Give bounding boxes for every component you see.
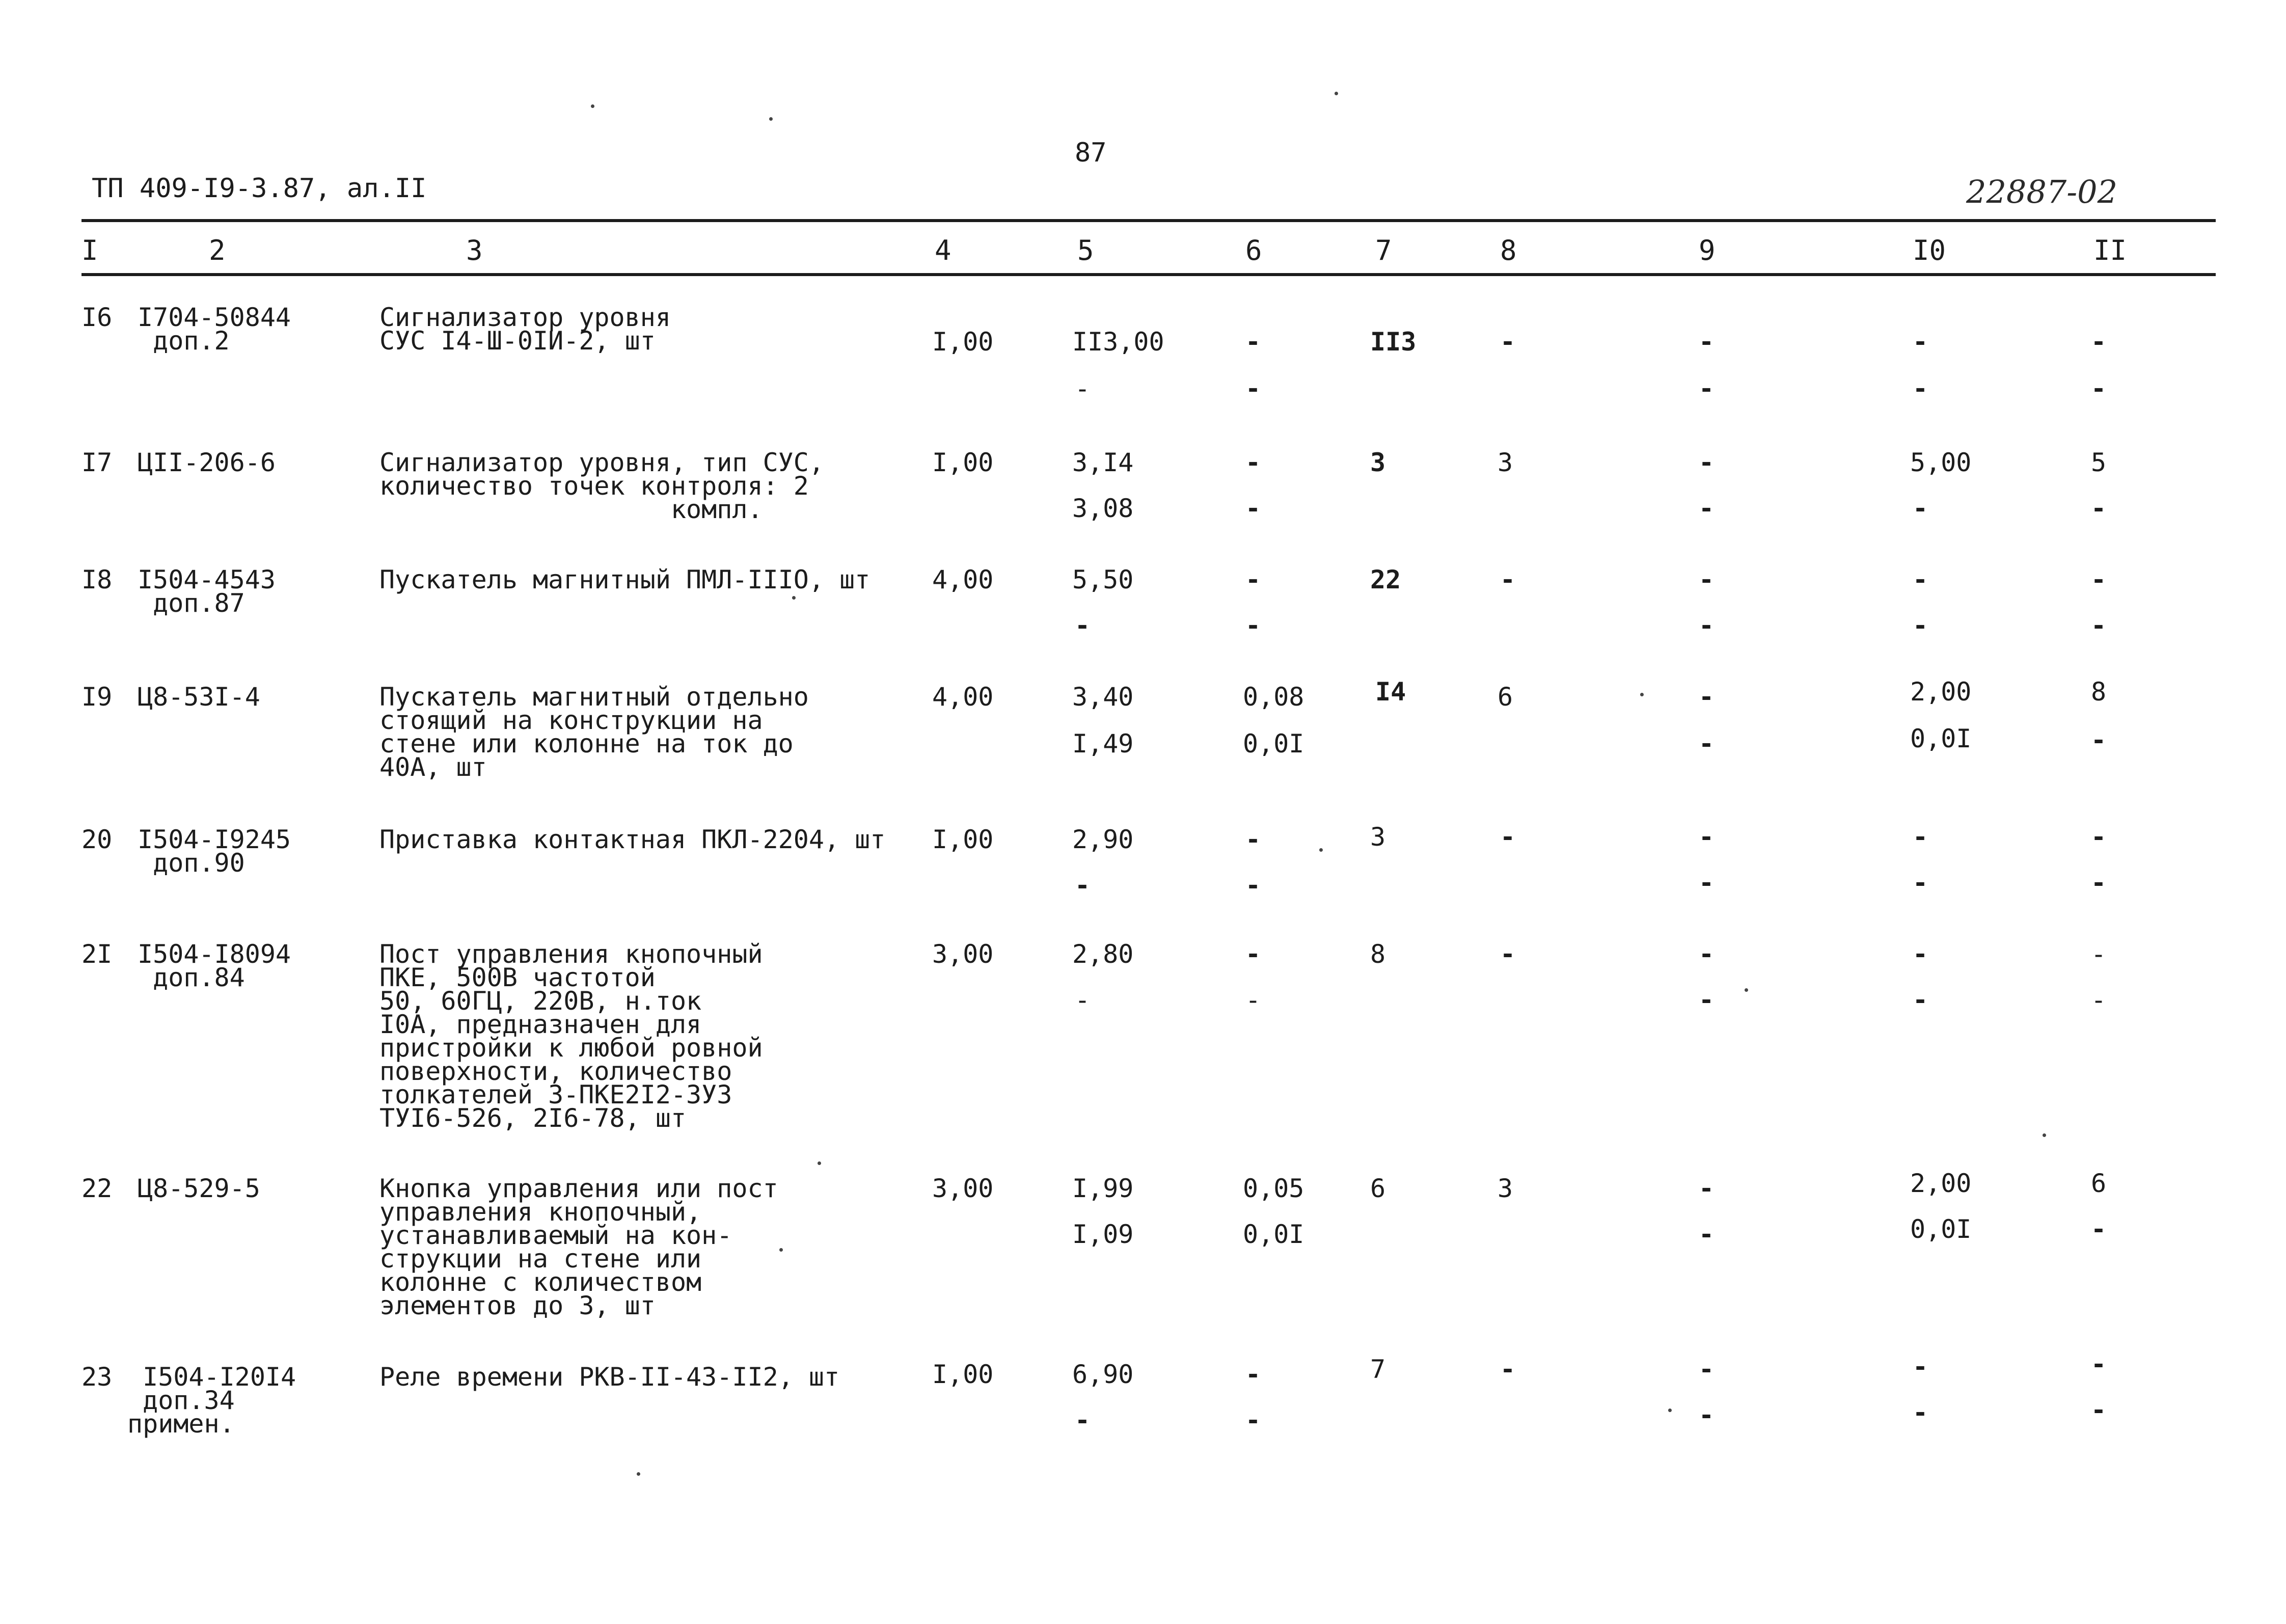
cell-col8: - [1500, 565, 1516, 594]
cell-col9-b: - [1699, 985, 1715, 1015]
row-number: I8 [81, 565, 113, 594]
row-description: Пускатель магнитный отдельно стоящий на конструкции на стене или колонне на ток до 40А, шт [379, 682, 809, 782]
scan-speck [1668, 1409, 1672, 1412]
cell-col5-a: 2,90 [1072, 825, 1134, 854]
column-header: 7 [1375, 234, 1392, 266]
cell-col10-a: 5,00 [1910, 448, 1972, 477]
cell-col6-b: - [1245, 611, 1261, 640]
row-description: Приставка контактная ПКЛ-2204, шт [379, 825, 886, 854]
cell-col7: 6 [1370, 1174, 1386, 1203]
row-code: I504-I9245 доп.90 [138, 825, 291, 878]
scan-speck [818, 1161, 821, 1165]
handwritten-number: 22887-02 [1966, 173, 2118, 210]
cell-col5-a: 2,80 [1072, 939, 1134, 969]
scan-speck [779, 1248, 783, 1252]
cell-col10-a: - [1913, 1352, 1928, 1382]
column-header: I0 [1913, 234, 1946, 266]
page-number: 87 [1075, 138, 1107, 168]
cell-col5-a: I,99 [1072, 1174, 1134, 1203]
cell-col11-b: - [2091, 725, 2107, 755]
row-description: Сигнализатор уровня СУС I4-Ш-0IИ-2, шт [379, 303, 671, 356]
cell-col9-b: - [1699, 1400, 1715, 1430]
cell-col7: 7 [1370, 1355, 1386, 1384]
cell-col4: 3,00 [932, 1174, 994, 1203]
column-header: 8 [1500, 234, 1517, 266]
cell-col6-b: - [1245, 494, 1261, 523]
cell-col6-b: 0,0I [1243, 1220, 1304, 1249]
cell-col10-b: - [1913, 985, 1928, 1015]
row-number: I7 [81, 448, 113, 477]
cell-col10-b: - [1913, 494, 1928, 523]
cell-col10-a: - [1913, 327, 1928, 357]
cell-col11-b: - [2091, 374, 2107, 403]
scan-speck [1319, 848, 1323, 852]
cell-col10-b: 0,0I [1910, 1214, 1972, 1244]
cell-col6-b: - [1245, 985, 1261, 1015]
row-description: Сигнализатор уровня, тип СУС, количество точек контроля: 2 компл. [379, 448, 824, 524]
cell-col9-b: - [1699, 868, 1715, 898]
cell-col4: I,00 [932, 327, 994, 357]
cell-col9-b: - [1699, 729, 1715, 759]
cell-col11-b: - [2091, 1214, 2107, 1244]
cell-col8: 6 [1498, 682, 1513, 712]
cell-col5-b: I,09 [1072, 1220, 1134, 1249]
row-description: Пускатель магнитный ПМЛ-IIIО, шт [379, 565, 870, 594]
cell-col4: 4,00 [932, 565, 994, 594]
cell-col11-a: - [2091, 327, 2107, 357]
cell-col4: 4,00 [932, 682, 994, 712]
scan-speck [769, 117, 773, 121]
scan-speck [2043, 1133, 2046, 1137]
row-code: I504-I20I4 доп.34 примен. [127, 1362, 296, 1439]
cell-col6-a: 0,08 [1243, 682, 1304, 712]
row-code: Ц8-529-5 [138, 1174, 260, 1203]
cell-col8: - [1500, 1355, 1516, 1384]
header-bottom-rule [81, 273, 2216, 276]
row-description: Реле времени РКВ-II-43-II2, шт [379, 1362, 840, 1392]
row-description: Пост управления кнопочный ПКЕ, 500В частотой 50, 60ГЦ, 220В, н.ток I0А, предназначен для пристройки к любой ровной поверхности, количество толкателей 3-ПКЕ2I2-3У3 ТУI6-526, 2I6-78, шт [379, 939, 763, 1133]
row-description: Кнопка управления или пост управления кнопочный, устанавливаемый на кон- струкции на стене или колонне с количеством элементов до 3, шт [379, 1174, 778, 1320]
cell-col8: 3 [1498, 448, 1513, 477]
cell-col9-b: - [1699, 1220, 1715, 1249]
cell-col6-b: 0,0I [1243, 729, 1304, 759]
cell-col5-b: 3,08 [1072, 494, 1134, 523]
cell-col5-a: 3,40 [1072, 682, 1134, 712]
cell-col11-b: - [2091, 985, 2107, 1015]
cell-col7: II3 [1370, 327, 1417, 357]
cell-col6-a: - [1245, 1360, 1261, 1389]
cell-col5-a: 6,90 [1072, 1360, 1134, 1389]
document-code: ТП 409-I9-3.87, ал.II [92, 173, 427, 204]
cell-col6-b: - [1245, 1405, 1261, 1435]
scan-speck [1745, 988, 1748, 992]
cell-col9-a: - [1699, 682, 1715, 712]
cell-col8: - [1500, 939, 1516, 969]
row-number: 20 [81, 825, 113, 854]
cell-col7: 3 [1370, 448, 1386, 477]
cell-col6-a: - [1245, 939, 1261, 969]
cell-col4: I,00 [932, 448, 994, 477]
cell-col8: 3 [1498, 1174, 1513, 1203]
cell-col11-a: 8 [2091, 677, 2107, 707]
cell-col5-b: - [1075, 611, 1091, 640]
cell-col11-b: - [2091, 611, 2107, 640]
cell-col11-b: - [2091, 1395, 2107, 1425]
cell-col7: 22 [1370, 565, 1401, 594]
row-code: I504-4543 доп.87 [138, 565, 276, 618]
cell-col9-a: - [1699, 1355, 1715, 1384]
cell-col10-b: - [1913, 868, 1928, 898]
cell-col9-b: - [1699, 374, 1715, 403]
column-header: 6 [1245, 234, 1262, 266]
cell-col6-a: - [1245, 448, 1261, 477]
cell-col11-a: - [2091, 939, 2107, 969]
row-number: 2I [81, 939, 113, 969]
cell-col11-b: - [2091, 494, 2107, 523]
cell-col10-b: - [1913, 1398, 1928, 1427]
scan-speck [1640, 693, 1644, 696]
cell-col11-a: - [2091, 565, 2107, 594]
cell-col5-b: - [1075, 985, 1091, 1015]
header-top-rule [81, 219, 2216, 222]
column-header: 9 [1699, 234, 1716, 266]
cell-col5-b: - [1075, 871, 1091, 900]
row-number: I9 [81, 682, 113, 712]
cell-col9-a: - [1699, 1174, 1715, 1203]
row-code: Ц8-53I-4 [138, 682, 260, 712]
column-header: 2 [209, 234, 226, 266]
cell-col6-b: - [1245, 871, 1261, 900]
cell-col8: - [1500, 327, 1516, 357]
column-header: 4 [935, 234, 951, 266]
cell-col8: - [1500, 822, 1516, 852]
cell-col11-a: - [2091, 822, 2107, 852]
column-header: II [2093, 234, 2127, 266]
cell-col11-a: 6 [2091, 1169, 2107, 1198]
row-code: I704-50844 доп.2 [138, 303, 291, 356]
scan-speck [637, 1472, 640, 1476]
cell-col11-a: - [2091, 1349, 2107, 1379]
cell-col7: 8 [1370, 939, 1386, 969]
cell-col7: I4 [1375, 677, 1406, 707]
scan-speck [1335, 92, 1338, 95]
cell-col6-b: - [1245, 374, 1261, 403]
column-header: 5 [1077, 234, 1094, 266]
cell-col5-b: - [1075, 1405, 1091, 1435]
cell-col4: I,00 [932, 1360, 994, 1389]
cell-col11-b: - [2091, 868, 2107, 898]
cell-col9-a: - [1699, 939, 1715, 969]
row-number: I6 [81, 303, 113, 332]
cell-col10-b: 0,0I [1910, 724, 1972, 753]
cell-col10-b: - [1913, 611, 1928, 640]
cell-col5-b: - [1075, 374, 1091, 403]
cell-col9-a: - [1699, 565, 1715, 594]
cell-col6-a: - [1245, 327, 1261, 357]
row-code: ЦII-206-6 [138, 448, 276, 477]
cell-col6-a: - [1245, 565, 1261, 594]
cell-col6-a: 0,05 [1243, 1174, 1304, 1203]
cell-col7: 3 [1370, 822, 1386, 852]
scan-speck [591, 104, 594, 108]
cell-col4: 3,00 [932, 939, 994, 969]
cell-col10-a: 2,00 [1910, 677, 1972, 707]
cell-col10-a: - [1913, 939, 1928, 969]
column-header: 3 [466, 234, 483, 266]
column-header: I [81, 234, 98, 266]
cell-col11-a: 5 [2091, 448, 2107, 477]
cell-col10-a: 2,00 [1910, 1169, 1972, 1198]
cell-col5-a: 3,I4 [1072, 448, 1134, 477]
cell-col9-a: - [1699, 448, 1715, 477]
cell-col9-a: - [1699, 822, 1715, 852]
row-number: 22 [81, 1174, 113, 1203]
cell-col5-a: II3,00 [1072, 327, 1164, 357]
cell-col6-a: - [1245, 825, 1261, 854]
row-code: I504-I8094 доп.84 [138, 939, 291, 992]
cell-col10-b: - [1913, 374, 1928, 403]
cell-col5-b: I,49 [1072, 729, 1134, 759]
cell-col9-b: - [1699, 494, 1715, 523]
cell-col4: I,00 [932, 825, 994, 854]
cell-col9-b: - [1699, 611, 1715, 640]
row-number: 23 [81, 1362, 113, 1392]
cell-col10-a: - [1913, 565, 1928, 594]
cell-col9-a: - [1699, 327, 1715, 357]
scan-speck [792, 596, 796, 600]
cell-col5-a: 5,50 [1072, 565, 1134, 594]
cell-col10-a: - [1913, 822, 1928, 852]
